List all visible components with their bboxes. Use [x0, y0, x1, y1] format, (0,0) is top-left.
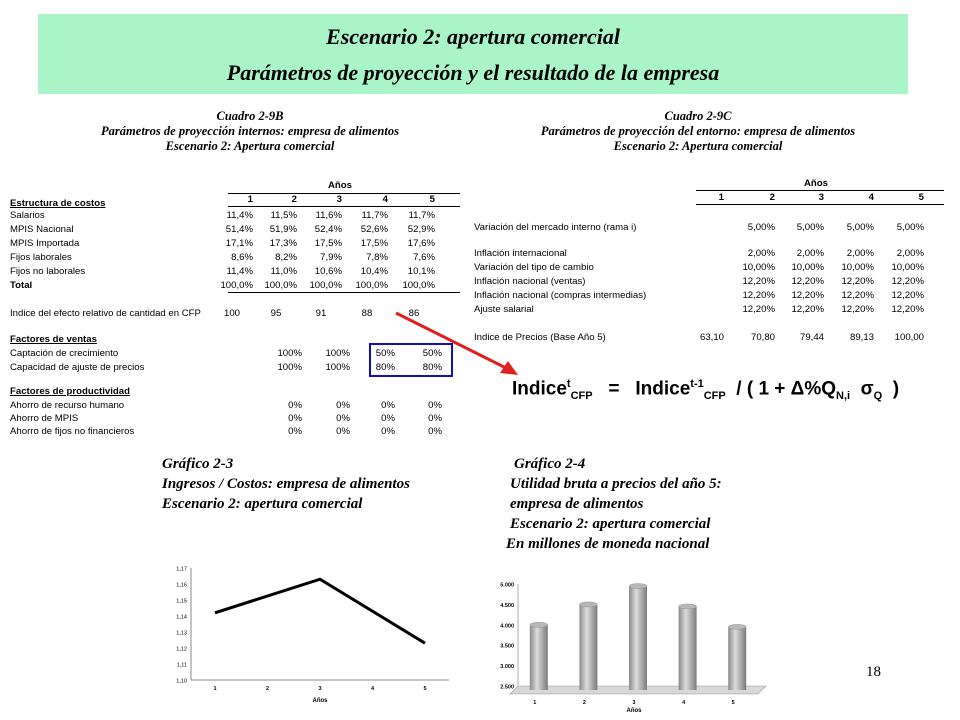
environment-row-label: Inflación nacional (ventas)	[474, 276, 586, 287]
cost-row-value: 10,4%	[360, 266, 388, 277]
productivity-row-label: Ahorro de recurso humano	[10, 400, 125, 411]
total-label: Total	[10, 280, 33, 291]
environment-row-label: Indice de Precios (Base Año 5)	[474, 332, 606, 343]
cost-row-value: 11,4%	[226, 210, 253, 221]
environment-row-label: Variación del mercado interno (rama i)	[474, 222, 637, 233]
productivity-row-value: 0%	[288, 413, 302, 424]
cost-row-value: 10,6%	[314, 266, 342, 277]
productivity-row-value: 0%	[381, 426, 395, 437]
cost-row-value: 8,6%	[231, 252, 253, 263]
cost-row-label: Fijos laborales	[10, 252, 72, 263]
environment-row-value: 12,20%	[891, 304, 924, 315]
index-effect-value: 86	[408, 308, 420, 319]
cost-row-value: 11,7%	[408, 210, 435, 221]
right-year-3: 3	[818, 192, 824, 203]
graph-right-title-2: Utilidad bruta a precios del año 5:	[510, 476, 722, 492]
graph-left-title	[162, 454, 410, 514]
red-arrow-line	[396, 313, 508, 369]
line-chart-y-tick: 1,16	[176, 582, 187, 589]
cost-row-value: 11,7%	[361, 210, 388, 221]
bar-chart-bar	[530, 625, 548, 690]
right-year-2: 2	[769, 192, 775, 203]
cost-row-value: 7,6%	[413, 252, 435, 263]
environment-row-label: Inflación internacional	[474, 248, 567, 259]
formula-rest: / ( 1 + Δ%Q	[736, 378, 837, 400]
environment-row-value: 2,00%	[846, 248, 874, 259]
graph-left-title-3: Escenario 2: apertura comercial	[162, 496, 363, 512]
left-years-header: Años	[328, 180, 352, 191]
right-table-title-2: Parámetros de proyección del entorno: empresa de alimentos	[540, 124, 856, 138]
section-sales-label: Factores de ventas	[10, 334, 97, 345]
cost-row-value: 17,5%	[360, 238, 388, 249]
formula-rest-sub: N,i	[836, 390, 851, 403]
cost-row-value: 17,1%	[225, 238, 253, 249]
cost-row-value: 10,1%	[407, 266, 435, 277]
bar-chart-y-tick: 2.500	[500, 684, 514, 691]
graph-right-title-5: En millones de moneda nacional	[506, 536, 710, 552]
environment-row-value: 70,80	[750, 332, 775, 343]
bar-chart-y-tick: 3.000	[500, 664, 514, 671]
productivity-row-label: Ahorro de MPIS	[10, 413, 79, 424]
environment-row-value: 79,44	[799, 332, 824, 343]
formula-rhs: Indice	[635, 378, 691, 400]
productivity-row-value: 0%	[428, 426, 442, 437]
right-year-5: 5	[918, 192, 924, 203]
banner-title: Escenario 2: apertura comercial	[326, 24, 620, 49]
right-table-title-3: Escenario 2: Apertura comercial	[613, 139, 783, 153]
productivity-row-label: Ahorro de fijos no financieros	[10, 426, 135, 437]
line-chart-x-tick: 2	[265, 686, 270, 692]
formula-lhs-sub: CFP	[570, 390, 593, 403]
graph-left-title-1: Gráfico 2-3	[162, 456, 234, 472]
bar-chart-bar-top	[579, 602, 597, 607]
left-year-3: 3	[336, 194, 342, 205]
line-chart-x-label: Años	[312, 698, 328, 704]
environment-row-value: 12,20%	[841, 304, 874, 315]
environment-row-value: 2,00%	[747, 248, 775, 259]
bar-chart-y-tick: 3.500	[500, 643, 514, 650]
cost-row-value: 51,9%	[269, 224, 297, 235]
environment-row-value: 12,20%	[791, 276, 824, 287]
line-chart-series	[215, 579, 425, 643]
environment-row-value: 12,20%	[841, 276, 874, 287]
environment-row-value: 63,10	[699, 332, 724, 343]
right-parameters-table	[474, 178, 946, 348]
cost-row-value: 52,6%	[360, 224, 388, 235]
index-effect-value: 88	[361, 308, 373, 319]
right-year-1: 1	[718, 192, 724, 203]
graph-left-title-2: Ingresos / Costos: empresa de alimentos	[162, 476, 410, 492]
cost-row-value: 7,8%	[366, 252, 388, 263]
line-chart-y-tick: 1,12	[176, 646, 187, 653]
bar-chart-bar-top	[629, 584, 647, 589]
section-productivity-label: Factores de productividad	[10, 386, 130, 397]
bar-chart-x-tick: 4	[682, 700, 686, 706]
formula-sigma-sub: Q	[873, 390, 883, 403]
bar-chart-x-label: Años	[626, 708, 642, 712]
environment-row-value: 5,00%	[896, 222, 924, 233]
productivity-row-value: 0%	[336, 426, 350, 437]
section-costs-label: Estructura de costos	[10, 198, 106, 209]
cost-row-value: 17,6%	[407, 238, 435, 249]
cost-row-value: 17,5%	[314, 238, 342, 249]
left-table-title-1: Cuadro 2-9B	[216, 109, 284, 123]
bar-chart-bar-top	[679, 604, 697, 609]
right-years-header: Años	[804, 178, 828, 189]
productivity-row-value: 0%	[288, 400, 302, 411]
sales-row-value: 100%	[277, 348, 302, 359]
title-banner	[38, 14, 908, 94]
index-effect-value: 100	[223, 308, 240, 319]
formula-sigma: σ	[860, 378, 874, 400]
bar-chart-bar	[728, 627, 746, 690]
productivity-row-value: 0%	[428, 400, 442, 411]
environment-row-label: Ajuste salarial	[474, 304, 534, 315]
formula-eq: =	[608, 378, 620, 400]
cost-row-label: Fijos no laborales	[10, 266, 86, 277]
cost-row-value: 8,2%	[275, 252, 297, 263]
index-effect-label: Indice del efecto relativo de cantidad en CFP	[10, 308, 201, 319]
left-year-2: 2	[291, 194, 297, 205]
sales-row-value: 100%	[325, 348, 350, 359]
left-table-title-3: Escenario 2: Apertura comercial	[165, 139, 335, 153]
line-chart-y-tick: 1,15	[176, 598, 187, 605]
line-chart-x-tick: 5	[423, 686, 427, 692]
environment-row-value: 12,20%	[742, 290, 775, 301]
graph-right-title	[506, 454, 722, 554]
right-year-4: 4	[868, 192, 874, 203]
environment-row-value: 2,00%	[796, 248, 824, 259]
environment-row-value: 12,20%	[841, 290, 874, 301]
left-year-1: 1	[247, 194, 253, 205]
bar-chart-x-tick: 5	[731, 700, 735, 706]
environment-row-value: 100,00	[894, 332, 924, 343]
index-effect-value: 95	[270, 308, 282, 319]
left-year-4: 4	[382, 194, 388, 205]
formula-rhs-sup: t-1	[690, 378, 704, 390]
bar-chart-y-tick: 4.500	[500, 602, 514, 609]
environment-row-value: 2,00%	[896, 248, 924, 259]
sales-row-label: Captación de crecimiento	[10, 348, 119, 359]
cost-row-label: MPIS Nacional	[10, 224, 74, 235]
line-chart-y-tick: 1,13	[176, 630, 187, 637]
graph-right-title-4: Escenario 2: apertura comercial	[510, 516, 711, 532]
cost-row-value: 17,3%	[269, 238, 297, 249]
cost-row-value: 11,0%	[270, 266, 297, 277]
environment-row-value: 12,20%	[742, 304, 775, 315]
left-table-title-2: Parámetros de proyección internos: empresa de alimentos	[101, 124, 399, 138]
environment-row-value: 12,20%	[891, 290, 924, 301]
environment-row-value: 5,00%	[747, 222, 775, 233]
line-chart-y-tick: 1,14	[176, 614, 187, 621]
left-year-5: 5	[429, 194, 435, 205]
bar-chart-y-tick: 4.000	[500, 623, 514, 630]
income-cost-line-chart	[165, 560, 455, 712]
cost-row-value: 7,9%	[320, 252, 342, 263]
environment-row-value: 10,00%	[841, 262, 874, 273]
line-chart-y-tick: 1,17	[176, 566, 187, 573]
sales-row-value: 100%	[277, 362, 302, 373]
cost-row-value: 52,9%	[407, 224, 435, 235]
bar-chart-x-tick: 3	[632, 700, 636, 706]
sales-row-value: 80%	[375, 362, 395, 373]
sales-row-value: 50%	[422, 348, 442, 359]
line-chart-y-tick: 1,10	[176, 678, 187, 685]
gross-profit-bar-chart	[480, 574, 780, 712]
bar-chart-y-tick: 5.000	[500, 582, 514, 589]
line-chart-x-tick: 1	[213, 686, 217, 692]
graph-right-title-1: Gráfico 2-4	[514, 456, 586, 472]
environment-row-value: 10,00%	[791, 262, 824, 273]
environment-row-value: 12,20%	[742, 276, 775, 287]
cost-row-label: Salarios	[10, 210, 45, 221]
line-chart-x-tick: 4	[370, 686, 375, 692]
sales-row-label: Capacidad de ajuste de precios	[10, 362, 145, 373]
line-chart-x-tick: 3	[318, 686, 322, 692]
formula-close: )	[892, 378, 900, 400]
cost-row-label: MPIS Importada	[10, 238, 80, 249]
environment-row-value: 5,00%	[846, 222, 874, 233]
cost-row-value: 11,6%	[315, 210, 342, 221]
formula-lhs: Indice	[512, 378, 567, 400]
formula-lhs-sup: t	[566, 378, 571, 390]
environment-row-value: 10,00%	[891, 262, 924, 273]
total-value: 100,0%	[355, 280, 388, 291]
environment-row-value: 12,20%	[791, 304, 824, 315]
bar-chart-bar-top	[728, 624, 746, 629]
cost-row-value: 11,4%	[226, 266, 253, 277]
environment-row-value: 12,20%	[791, 290, 824, 301]
environment-row-value: 5,00%	[796, 222, 824, 233]
productivity-row-value: 0%	[336, 413, 350, 424]
bar-chart-bar	[629, 586, 647, 690]
banner-subtitle: Parámetros de proyección y el resultado de la empresa	[226, 60, 720, 85]
environment-row-value: 89,13	[849, 332, 874, 343]
right-table-title	[488, 109, 908, 154]
productivity-row-value: 0%	[288, 426, 302, 437]
sales-row-value: 80%	[422, 362, 442, 373]
total-value: 100,0%	[309, 280, 342, 291]
red-arrow	[390, 305, 530, 385]
cfp-index-formula	[512, 378, 899, 402]
bar-chart-x-tick: 1	[533, 700, 537, 706]
total-value: 100,0%	[402, 280, 435, 291]
left-table-title	[40, 109, 460, 154]
bar-chart-bar-top	[530, 622, 548, 627]
productivity-row-value: 0%	[381, 413, 395, 424]
right-table-title-1: Cuadro 2-9C	[664, 109, 732, 123]
productivity-row-value: 0%	[381, 400, 395, 411]
sales-row-value: 50%	[375, 348, 395, 359]
productivity-row-value: 0%	[336, 400, 350, 411]
productivity-row-value: 0%	[428, 413, 442, 424]
total-value: 100,0%	[220, 280, 253, 291]
bar-chart-x-tick: 2	[582, 700, 586, 706]
sales-row-value: 100%	[325, 362, 350, 373]
cost-row-value: 11,5%	[270, 210, 297, 221]
line-chart-y-tick: 1,11	[176, 662, 187, 669]
page-number: 18	[866, 664, 881, 680]
environment-row-value: 12,20%	[891, 276, 924, 287]
total-value: 100,0%	[264, 280, 297, 291]
bar-chart-bar	[579, 604, 597, 690]
graph-right-title-3: empresa de alimentos	[510, 496, 644, 512]
cost-row-value: 51,4%	[225, 224, 253, 235]
environment-row-label: Inflación nacional (compras intermedias)	[474, 290, 647, 301]
formula-rhs-sub: CFP	[703, 390, 726, 403]
bar-chart-bar	[679, 606, 697, 690]
cost-row-value: 52,4%	[314, 224, 342, 235]
index-effect-value: 91	[315, 308, 327, 319]
environment-row-label: Variación del tipo de cambio	[474, 262, 594, 273]
environment-row-value: 10,00%	[742, 262, 775, 273]
